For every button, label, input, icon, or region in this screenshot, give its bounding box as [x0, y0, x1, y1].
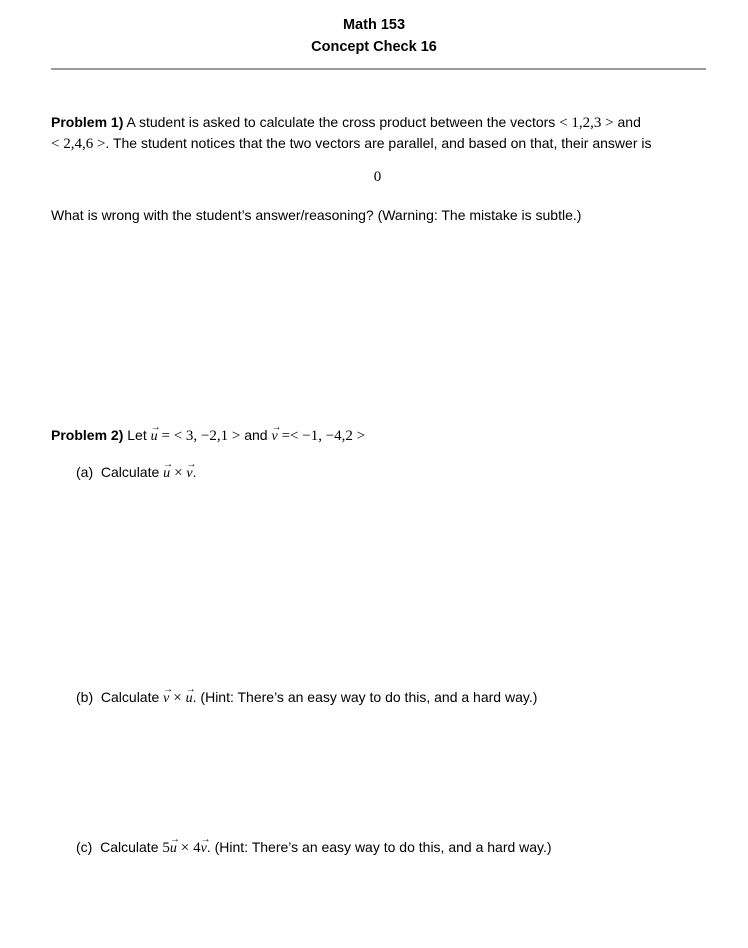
part-b-label: (b)	[76, 689, 94, 705]
vector-v-b: → v	[163, 689, 169, 709]
let-text: Let	[127, 427, 147, 443]
problem-1-statement	[51, 112, 691, 154]
cross-symbol-c: ×	[180, 840, 190, 856]
vector-v-a: → v	[186, 464, 192, 484]
course-title: Math 153	[342, 17, 406, 33]
coefficient-5: 5	[162, 840, 170, 856]
coefficient-4: 4	[193, 840, 201, 856]
vector-v-definition: =< −1, −4,2 >	[281, 428, 366, 444]
problem-1-text: A student is asked to calculate the cross product between the vectors	[126, 114, 556, 130]
student-answer: 0	[373, 169, 382, 185]
header	[0, 14, 748, 58]
header-divider	[51, 68, 706, 70]
part-b	[76, 687, 716, 709]
vector-v-c: → v	[201, 839, 207, 859]
problem-1-text-after: . The student notices that the two vectors are parallel, and based on that, their answer is	[105, 135, 652, 151]
and-text: and	[617, 114, 641, 130]
part-a-label: (a)	[76, 464, 94, 480]
part-c-hint: . (Hint: There’s an easy way to do this, and a hard way.)	[206, 839, 552, 855]
vector-u: → u	[151, 427, 158, 447]
vector-2: < 2,4,6 >	[51, 136, 106, 152]
vector-u-a: → u	[163, 464, 170, 484]
part-b-text: Calculate	[100, 689, 160, 705]
vector-u-b: → u	[186, 689, 193, 709]
part-a: (a) Calculate → u × → v.	[76, 462, 716, 484]
problem-1-question: What is wrong with the student’s answer/reasoning? (Warning: The mistake is subtle.)	[51, 207, 582, 223]
cross-symbol-b: ×	[173, 690, 182, 706]
problem-1-label: Problem 1)	[51, 114, 124, 130]
and-text-2: and	[244, 427, 268, 443]
part-c-label: (c)	[76, 839, 93, 855]
part-b-hint: . (Hint: There’s an easy way to do this, and a hard way.)	[192, 689, 538, 705]
vector-u-c: → u	[170, 839, 177, 859]
vector-1: < 1,2,3 >	[559, 115, 614, 131]
problem-2-label: Problem 2)	[51, 427, 124, 443]
part-c-text: Calculate	[100, 839, 159, 855]
cross-symbol-a: ×	[174, 465, 183, 481]
page-title: Concept Check 16	[311, 39, 437, 55]
vector-u-definition: = < 3, −2,1 >	[161, 428, 241, 444]
part-a-text: Calculate	[100, 464, 160, 480]
vector-v: → v	[271, 427, 277, 447]
problem-2-statement	[51, 425, 691, 447]
part-c	[76, 837, 716, 859]
